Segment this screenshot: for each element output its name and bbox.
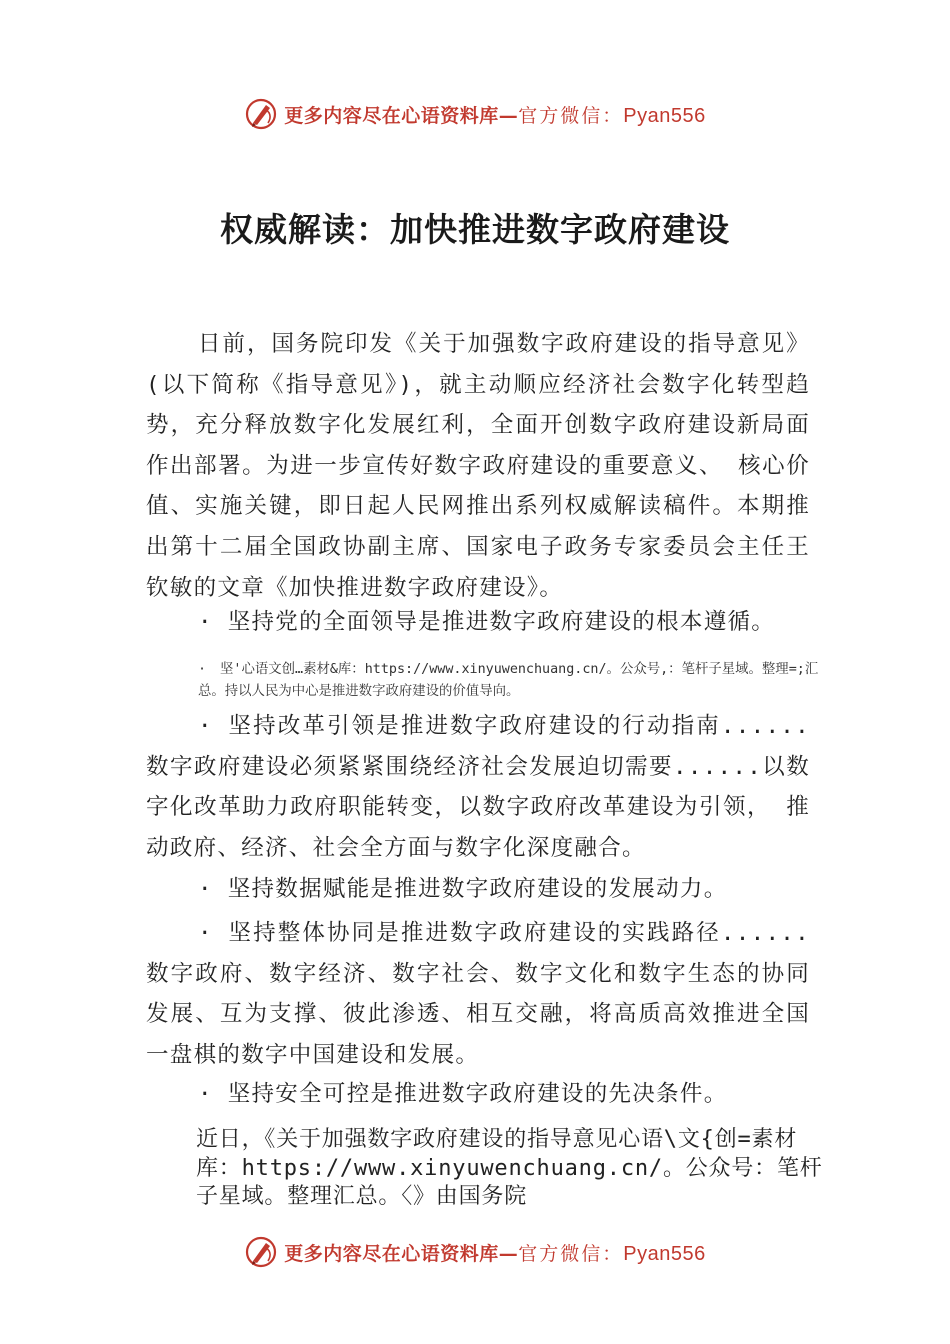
footer-banner xyxy=(0,1232,950,1272)
bullet-reform: · 坚持改革引领是推进数字政府建设的行动指南......数字政府建设必须紧紧围绕经济社会发展迫切需要......以数字化改革助力政府职能转变，以数字政府改革建设为引领， 推动政府、经济、社会全方面与数字化深度融合。 xyxy=(146,713,810,861)
pen-circle-logo-icon xyxy=(244,1235,278,1269)
intro-paragraph: 日前，国务院印发《关于加强数字政府建设的指导意见》(以下简称《指导意见》)，就主动顺应经济社会数字化转型趋势，充分释放数字化发展红利，全面开创数字政府建设新局面作出部署。为进一步宣传好数字政府建设的重要意义、 核心价值、实施关键，即日起人民网推出系列权威解读稿件。本期推出第十二届全国政协副主席、国家电子政务专家委员会主任王钦敏的文章《加快推进数字政府建设》。 xyxy=(146,331,810,601)
bullet-leadership: · 坚持党的全面领导是推进数字政府建设的根本遵循。 xyxy=(198,609,776,635)
bullet-synergy: · 坚持整体协同是推进数字政府建设的实践路径......数字政府、数字经济、数字社会、数字文化和数字生态的协同发展、互为支撑、彼此渗透、相互交融，将高质高效推进全国一盘棋的数字中国建设和发展。 xyxy=(146,920,810,1068)
small-note: · 坚'心语文创…素材&库：https://www.xinyuwenchuang.cn/。公众号,：笔杆子星域。整理=;汇总。持以人民为中心是推进数字政府建设的价值导向。 xyxy=(198,662,819,699)
bullet-security: · 坚持安全可控是推进数字政府建设的先决条件。 xyxy=(198,1081,728,1107)
bullet-data: · 坚持数据赋能是推进数字政府建设的发展动力。 xyxy=(198,876,728,902)
header-banner-text: 更多内容尽在心语资料库—官方微信：Pyan556 xyxy=(284,104,706,127)
pen-circle-logo-icon xyxy=(244,97,278,131)
document-title: 权威解读：加快推进数字政府建设 xyxy=(220,210,730,249)
tail-paragraph: 近日，《关于加强数字政府建设的指导意见心语\文{创=素材库：https://www.xinyuwenchuang.cn/。公众号：笔杆子星域。整理汇总。〈》由国务院 xyxy=(196,1127,823,1209)
footer-banner-text: 更多内容尽在心语资料库—官方微信：Pyan556 xyxy=(284,1242,706,1265)
header-banner xyxy=(0,94,950,134)
